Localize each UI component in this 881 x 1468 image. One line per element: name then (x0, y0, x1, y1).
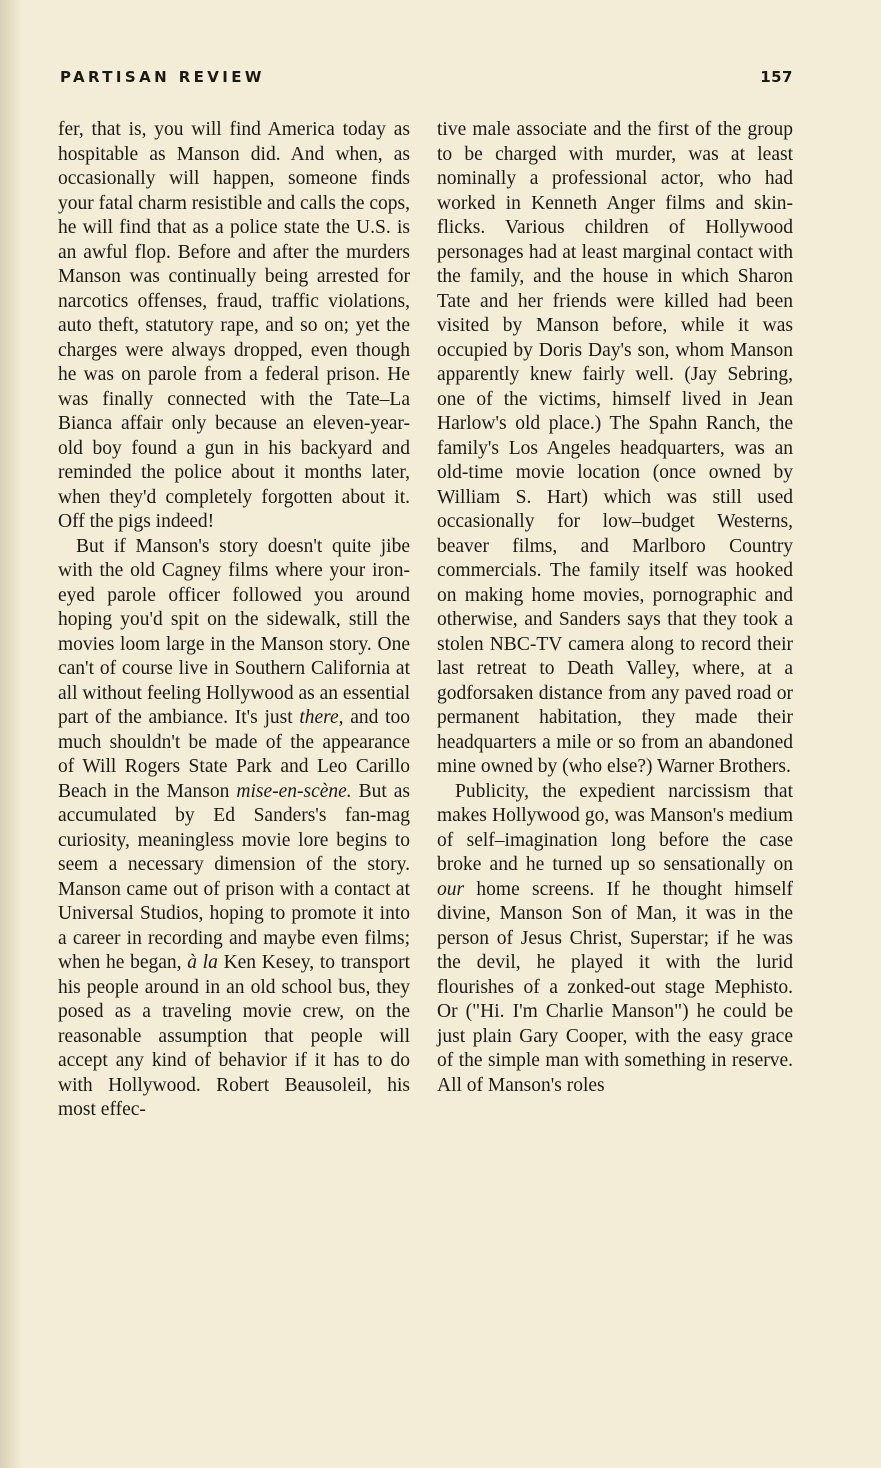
italic-text: there, (299, 707, 344, 728)
paragraph-text: But as accumulated by Ed Sanders's fan-mag curiosity, meaningless movie lore begins to seem a necessary dimension of the story. Manson came out of prison with a contact at Universal Studios, hoping to promote it into a career in recording and maybe even films; when he began, (58, 780, 411, 973)
italic-text: mise-en-scène. (236, 780, 352, 802)
paragraph-text: Publicity, the expedient narcissism that makes Hollywood go, was Manson's medium of self–imagination long before the case broke and he turned up so sensationally on (437, 780, 793, 875)
paragraph (437, 118, 793, 780)
left-column (58, 118, 410, 1123)
page-spine-shadow (0, 0, 22, 1468)
paragraph-text: But if Manson's story doesn't quite jibe with the old Cagney films where your iron-eyed parole officer followed you around hoping you'd spit on the sidewalk, still the movies loom large in the Manson story. One can't of course live in Southern California at all without feeling Hollywood as an essential part of the ambiance. It's just (58, 535, 411, 728)
italic-text: our (437, 878, 465, 900)
paragraph-text: home screens. If he thought himself divine, Manson Son of Man, it was in the person of Jesus Christ, Superstar; if he was the devil, he played it with the lurid flourishes of a zonked-out stage Mephisto. Or ("Hi. I'm Charlie Manson") he could be just plain Gary Cooper, with the easy grace of the simple man with something in reserve. All of Manson's roles (437, 878, 793, 1096)
italic-text: à la (187, 952, 218, 973)
running-header (60, 68, 793, 92)
page-number: 157 (760, 68, 793, 86)
right-column (437, 118, 793, 1098)
paragraph (58, 535, 410, 1123)
paragraph-text: tive male associate and the first of the group to be charged with murder, was at least nominally a professional actor, who had worked in Kenneth Anger films and skin-flicks. Various children of Hollywood personages had at least marginal contact with the family, and the house in which Sharon Tate and her friends were killed had been visited by Manson before, while it was occupied by Doris Day's son, whom Manson apparently knew fairly well. (Jay Sebring, one of the victims, himself lived in Jean Harlow's old place.) The Spahn Ranch, the family's Los Angeles headquarters, was an old-time movie location (once owned by William S. Hart) which was still used occasionally for low–budget Westerns, beaver films, and Marlboro Country commercials. The family itself was hooked on making home movies, pornographic and otherwise, and Sanders says that they took a stolen NBC-TV camera along to record their last retreat to Death Valley, where, at a godforsaken distance from any paved road or permanent habitation, they made their headquarters a mile or so from an abandoned mine owned by (who else?) Warner Brothers. (437, 119, 793, 777)
paragraph-text: Ken Kesey, to transport his people around in an old school bus, they posed as a traveling movie crew, on the reasonable assumption that people will accept any kind of behavior if it has to do with Hollywood. Robert Beausoleil, his most effec- (58, 952, 411, 1120)
paragraph (437, 780, 793, 1099)
paragraph (58, 118, 410, 535)
paragraph-text: fer, that is, you will find America today as hospitable as Manson did. And when, as occasionally will happen, someone finds your fatal charm resistible and calls the cops, he will find that as a police state the U.S. is an awful flop. Before and after the murders Manson was continually being arrested for narcotics offenses, fraud, traffic violations, auto theft, statutory rape, and so on; yet the charges were always dropped, even though he was on parole from a federal prison. He was finally connected with the Tate–La Bianca affair only because an eleven-year-old boy found a gun in his backyard and reminded the police about it months later, when they'd completely forgotten about it. Off the pigs indeed! (58, 119, 410, 532)
journal-title: PARTISAN REVIEW (60, 68, 265, 86)
paragraph-text: and too much shouldn't be made of the appearance of Will Rogers State Park and Leo Carillo Beach in the Manson (58, 707, 410, 802)
